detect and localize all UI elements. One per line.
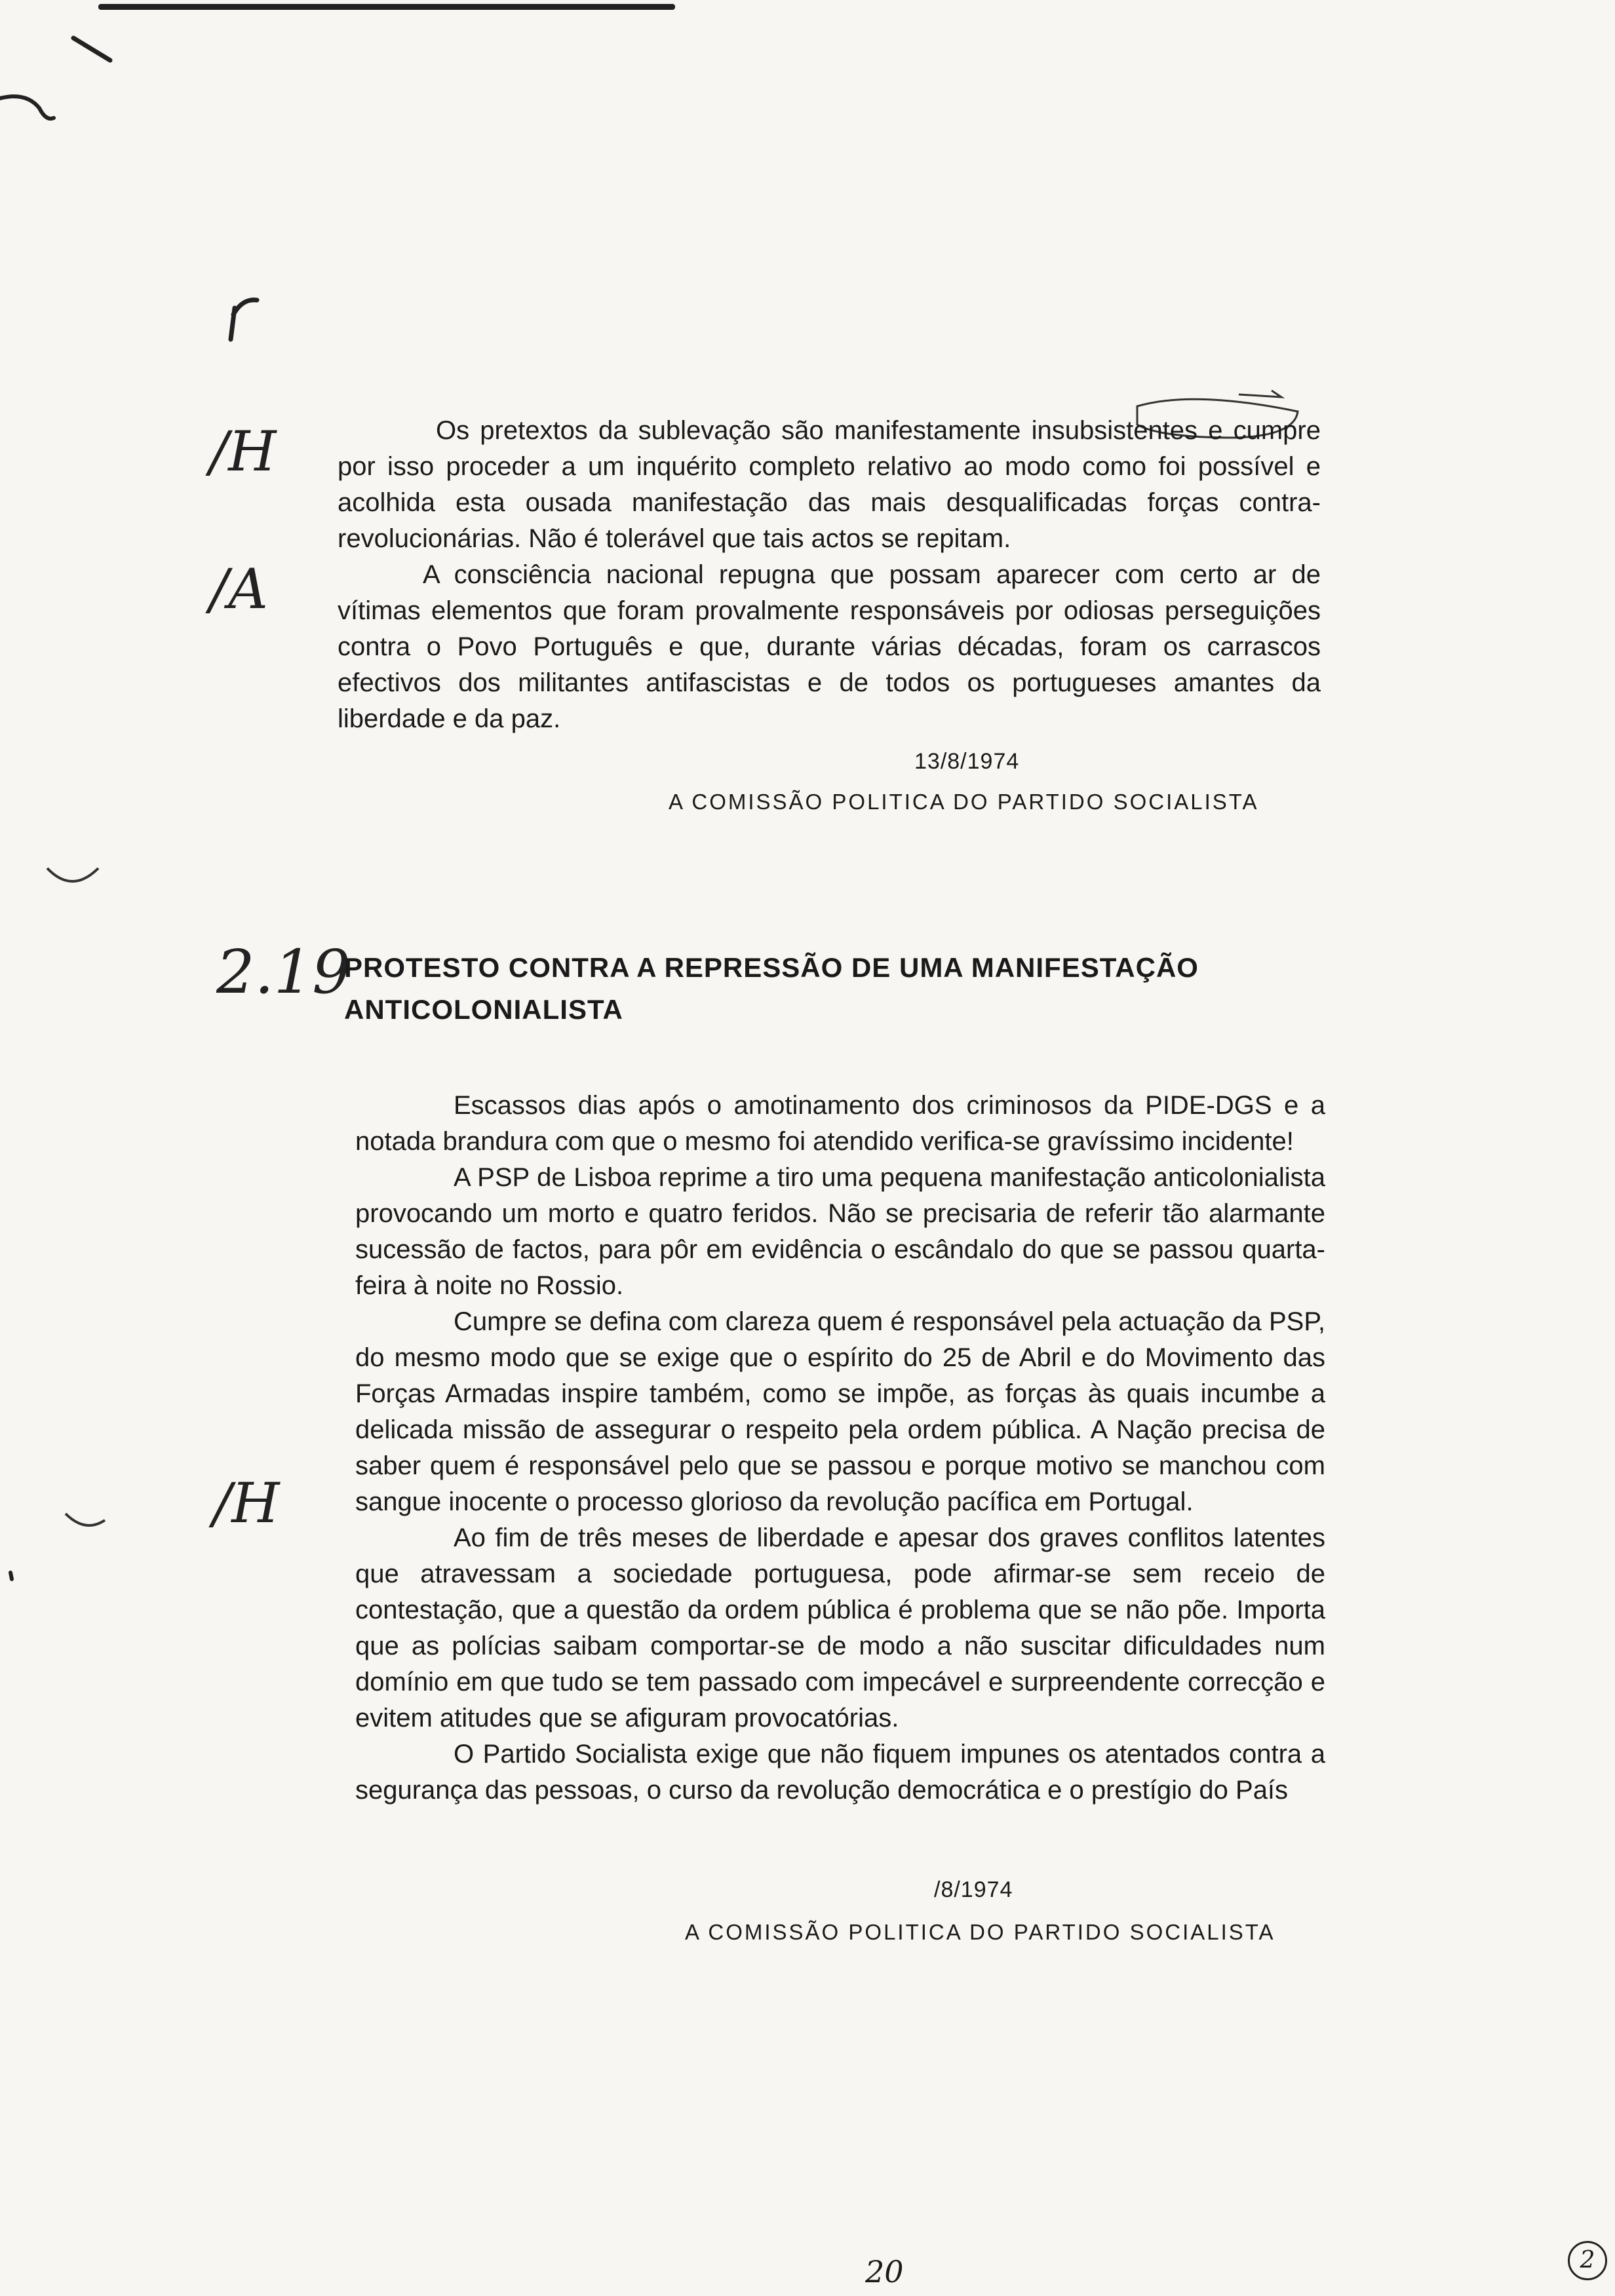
margin-annotation-h-2: /H <box>213 1471 280 1535</box>
section-2-paragraph-4: Ao fim de três meses de liberdade e apesar dos graves conflitos latentes que atravessam a sociedade portuguesa, pode afirmar-se sem receio de contestação, que a questão da ordem pública é problema que se não põe. Importa que as polícias saibam comportar-se de modo a não suscitar dificuldades num domínio em que tudo se tem passado com impecável e surpreendente correcção e evitem atitudes que se afiguram provocatórias. <box>355 1523 1325 1732</box>
section-2-paragraph-2: A PSP de Lisboa reprime a tiro uma pequena manifestação anticolonialista provocando um morto e quatro feridos. Não se precisaria de referir tão alarmante sucessão de factos, para pôr em evidência o escândalo do que se passou quarta-feira à noite no Rossio. <box>355 1163 1325 1300</box>
page-number: 20 <box>865 2254 904 2289</box>
scan-edge-line <box>98 4 675 10</box>
pen-dot <box>10 1573 12 1579</box>
section-2-title-line-1: PROTESTO CONTRA A REPRESSÃO DE UMA MANIFESTAÇÃO <box>344 952 1199 983</box>
section-2-date: /8/1974 <box>934 1877 1013 1902</box>
pen-stroke-r <box>231 300 257 339</box>
margin-curve-1 <box>47 868 98 881</box>
pen-stroke-corner <box>0 96 54 119</box>
section-2-paragraph-3: Cumpre se defina com clareza quem é responsável pela actuação da PSP, do mesmo modo que se exige que o espírito do 25 de Abril e do Movimento das Forças Armadas inspire também, como se impõe, as forças às quais incumbe a delicada missão de assegurar o respeito pela ordem pública. A Nação precisa de saber quem é responsável pelo que se passou e porque motivo se manchou com sangue inocente o processo glorioso da revolução pacífica em Portugal. <box>355 1307 1325 1516</box>
section-2-paragraph-5: O Partido Socialista exige que não fiquem impunes os atentados contra a segurança das pessoas, o curso da revolução democrática e o prestígio do País <box>355 1740 1325 1805</box>
section-2-title-line-2: ANTICOLONIALISTA <box>344 994 623 1025</box>
section-1-paragraph-1: Os pretextos da sublevação são manifestamente insubsistentes e cumpre por isso proceder a um inquérito completo relativo ao modo como foi possível e acolhida esta ousada manifestação das mais desqualificadas forças contra-revolucionárias. Não é tolerável que tais actos se repitam. <box>338 416 1321 553</box>
margin-curve-2 <box>66 1514 105 1525</box>
section-2-signature: A COMISSÃO POLITICA DO PARTIDO SOCIALISTA <box>685 1920 1275 1944</box>
margin-annotation-h: /H <box>210 419 277 484</box>
text-correction-arrow <box>1239 391 1281 397</box>
section-2-paragraph-1: Escassos dias após o amotinamento dos criminosos da PIDE-DGS e a notada brandura com que o mesmo foi atendido verifica-se gravíssimo incidente! <box>355 1091 1325 1156</box>
section-2-body <box>355 1088 1325 1808</box>
section-1-paragraph-2: A consciência nacional repugna que possam aparecer com certo ar de vítimas elementos que foram provalmente responsáveis por odiosas perseguições contra o Povo Português e que, durante várias décadas, foram os carrascos efectivos dos militantes antifascistas e de todos os portugueses amantes da liberdade e da paz. <box>338 560 1321 733</box>
margin-annotation-number: 2.19 <box>216 937 351 1007</box>
pen-stroke-top <box>73 38 110 60</box>
margin-annotation-a: /A <box>210 557 268 621</box>
corner-circled-number: 2 <box>1568 2241 1607 2280</box>
section-1-signature: A COMISSÃO POLITICA DO PARTIDO SOCIALISTA <box>669 790 1259 814</box>
section-1-date: 13/8/1974 <box>914 749 1020 774</box>
section-2-title <box>344 947 1327 1031</box>
section-1-body <box>338 413 1321 737</box>
